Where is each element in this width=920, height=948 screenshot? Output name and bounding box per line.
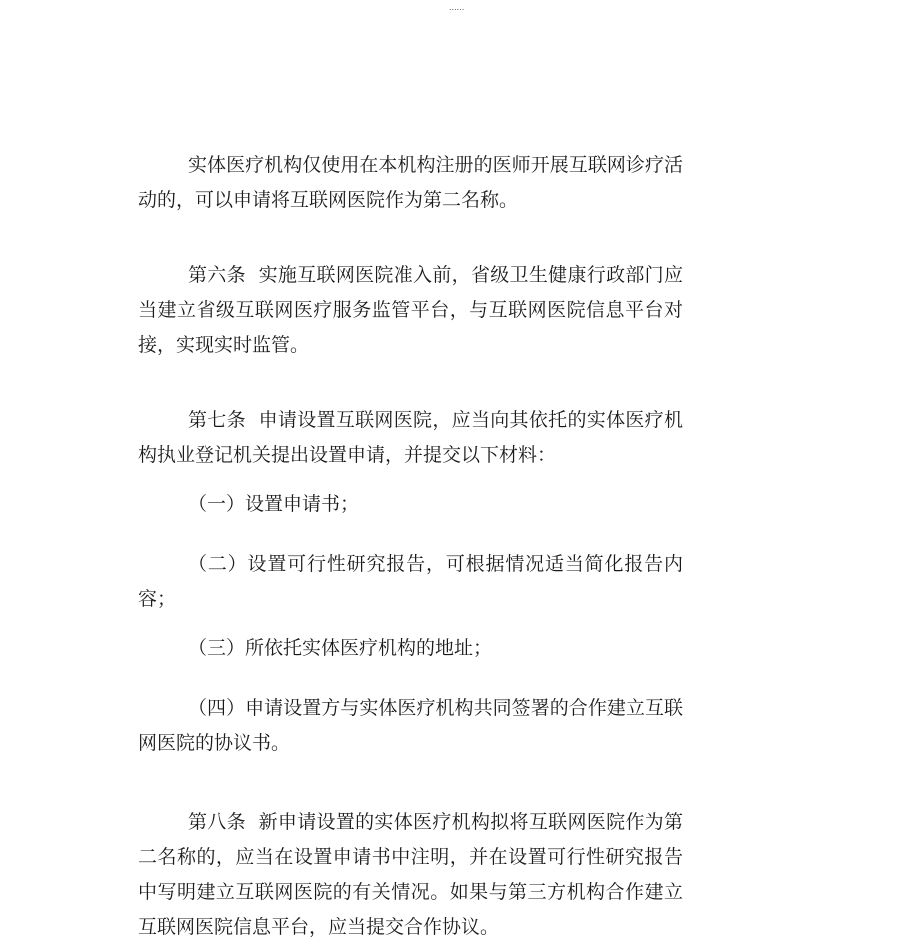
document-page xyxy=(138,148,683,945)
list-item-institution-address: （三）所依托实体医疗机构的地址； xyxy=(188,637,493,659)
paragraph-article-7: 第七条 申请设置互联网医院，应当向其依托的实体医疗机构执业登记机关提出设置申请，并提交以下材料： xyxy=(138,409,683,466)
list-item-feasibility-report: （二）设置可行性研究报告，可根据情况适当简化报告内容； xyxy=(138,553,683,610)
paragraph-article-8: 第八条 新申请设置的实体医疗机构拟将互联网医院作为第二名称的，应当在设置申请书中注明，并在设置可行性研究报告中写明建立互联网医院的有关情况。如果与第三方机构合作建立互联网医院信息平台，应当提交合作协议。 xyxy=(138,811,683,938)
list-item-application-letter: （一）设置申请书； xyxy=(188,493,360,515)
paragraph-article-6: 第六条 实施互联网医院准入前，省级卫生健康行政部门应当建立省级互联网医疗服务监管平台，与互联网医院信息平台对接，实现实时监管。 xyxy=(138,264,683,356)
list-item-cooperation-agreement: （四）申请设置方与实体医疗机构共同签署的合作建立互联网医院的协议书。 xyxy=(138,697,683,754)
page-top-mark: ...... xyxy=(449,3,465,12)
paragraph-second-name: 实体医疗机构仅使用在本机构注册的医师开展互联网诊疗活动的，可以申请将互联网医院作为第二名称。 xyxy=(138,154,683,211)
